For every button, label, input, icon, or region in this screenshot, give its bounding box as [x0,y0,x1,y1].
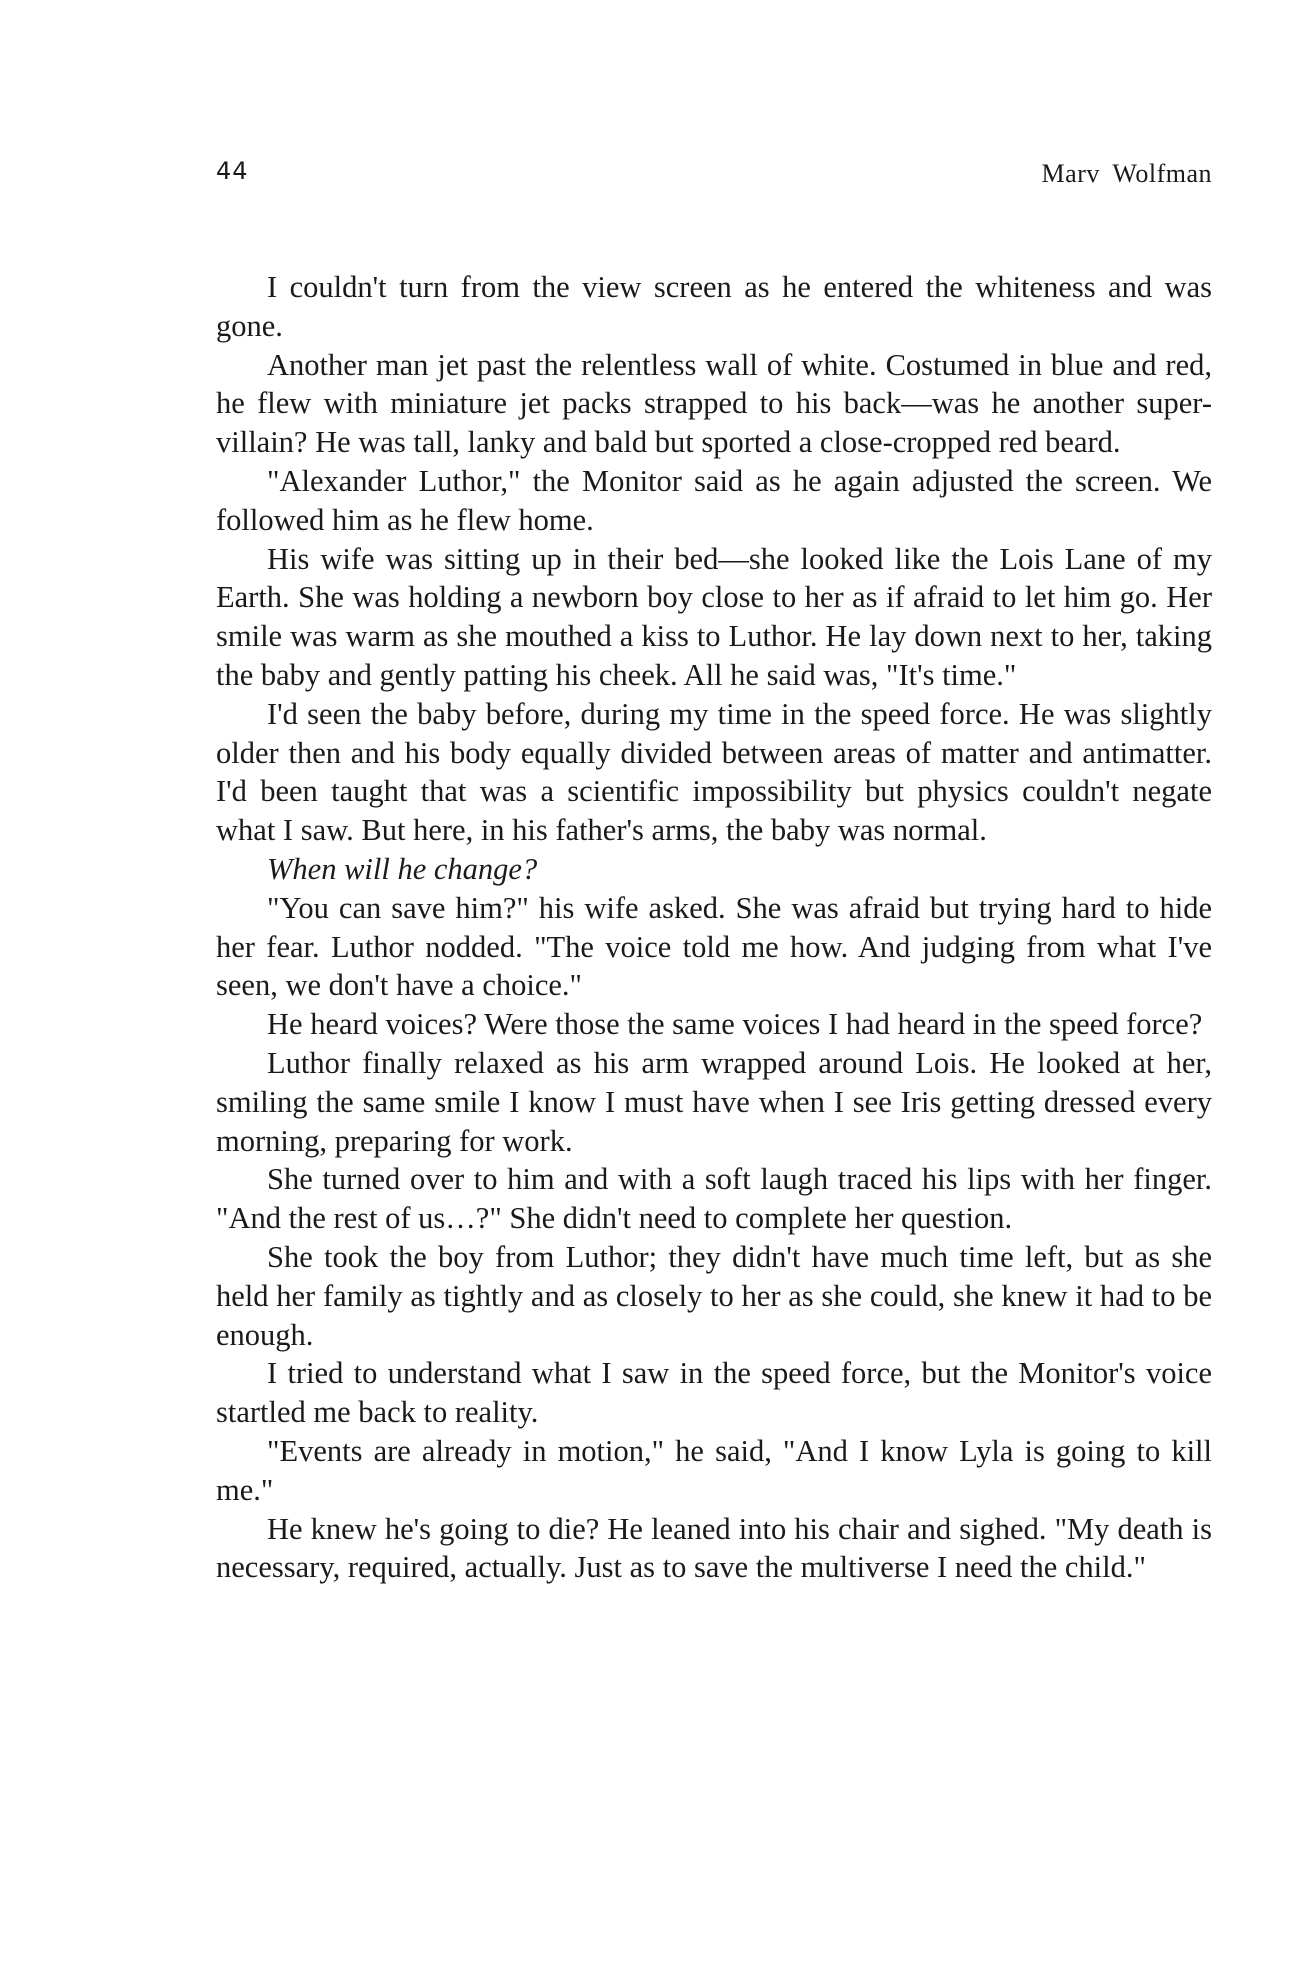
paragraph: Luthor finally relaxed as his arm wrapped around Lois. He looked at her, smiling the same smile I know I must have when I see Iris getting dressed every morning, preparing for work. [216,1045,1212,1158]
paragraph: She took the boy from Luthor; they didn't have much time left, but as she held her family as tightly and as closely to her as she could, she knew it had to be enough. [216,1239,1212,1352]
paragraph: I couldn't turn from the view screen as he entered the whiteness and was gone. [216,270,1212,343]
page-number: 44 [216,157,249,185]
paragraph: "You can save him?" his wife asked. She was afraid but trying hard to hide her fear. Luthor nodded. "The voice told me how. And judging from what I've seen, we don't have a choice." [216,890,1212,1003]
paragraph: I'd seen the baby before, during my time in the speed force. He was slightly older then and his body equally divided between areas of matter and antimatter. I'd been taught that was a scientific impossibility but physics couldn't negate what I saw. But here, in his father's arms, the baby was normal. [216,696,1212,848]
italic-thought: When will he change? [267,851,538,886]
paragraph: I tried to understand what I saw in the speed force, but the Monitor's voice startled me back to reality. [216,1356,1212,1430]
paragraph: He knew he's going to die? He leaned into his chair and sighed. "My death is necessary, required, actually. Just as to save the multiverse I need the child." [216,1511,1212,1585]
paragraph: He heard voices? Were those the same voices I had heard in the speed force? [267,1007,1203,1042]
paragraph: Another man jet past the relentless wall of white. Costumed in blue and red, he flew with miniature jet packs strapped to his back—was he another super-villain? He was tall, lanky and bald but sported a close-cropped red beard. [216,347,1212,460]
paragraph: "Events are already in motion," he said, "And I know Lyla is going to kill me." [216,1433,1212,1507]
page-header [216,157,1212,197]
paragraph: "Alexander Luthor," the Monitor said as he again adjusted the screen. We followed him as he flew home. [216,463,1212,537]
paragraph: His wife was sitting up in their bed—she looked like the Lois Lane of my Earth. She was holding a newborn boy close to her as if afraid to let him go. Her smile was warm as she mouthed a kiss to Luthor. He lay down next to her, taking the baby and gently patting his cheek. All he said was, "It's time." [216,541,1212,692]
body-text [216,268,1212,1587]
running-head-author: Marv Wolfman [1041,159,1212,188]
paragraph: She turned over to him and with a soft laugh traced his lips with her finger. "And the rest of us…?" She didn't need to complete her question. [216,1162,1212,1236]
